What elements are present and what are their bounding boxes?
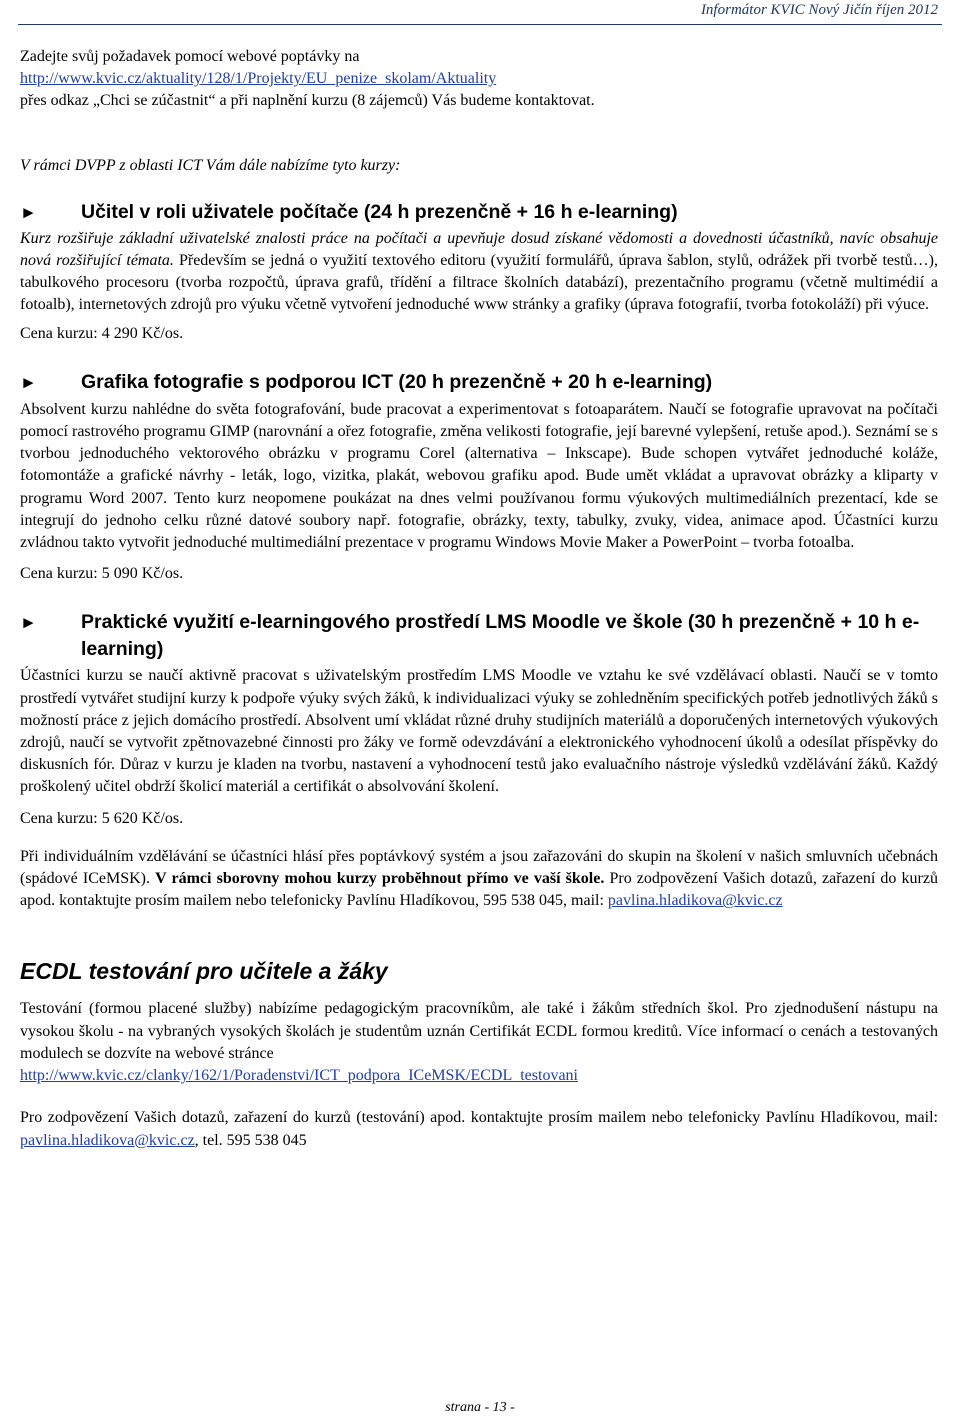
course-title: [20, 199, 938, 226]
individual-text: Pro zodpovězení Vašich dotazů, zařazení do kurzů apod. kontaktujte prosím mailem nebo telefonicky Pavlínu Hladíkovou, 595 538 045, mail:: [20, 870, 938, 910]
individual-training-paragraph: [20, 846, 938, 913]
course-description-italic: Kurz rozšiřuje základní uživatelské znalosti práce na počítači a upevňuje dosud získané vědomosti a dovednosti účastníků, navíc obsahuje nová rozšiřující témata.: [20, 229, 938, 270]
ecdl-contact-phone: , tel. 595 538 045: [194, 1131, 307, 1149]
intro-line: přes odkaz „Chci se zúčastnit“ a při naplnění kurzu (8 zájemců) Vás budeme kontaktovat.: [20, 92, 595, 110]
page-header-title: Informátor KVIC Nový Jičín říjen 2012: [700, 2, 938, 18]
course-title: [20, 609, 938, 663]
individual-bold-text: V rámci sborovny mohou kurzy proběhnout přímo ve vaší škole.: [155, 870, 605, 888]
contact-email-link[interactable]: pavlina.hladikova@kvic.cz: [607, 892, 783, 910]
ecdl-info-link[interactable]: http://www.kvic.cz/clanky/162/1/Poradenstvi/ICT_podpora_ICeMSK/ECDL_testovani: [20, 1067, 578, 1085]
individual-text: Při individuálním vzdělávání se účastníci hlásí přes poptávkový systém a jsou zařazováni do skupin na školení v našich smluvních učebnách (spádové ICeMSK).: [20, 847, 938, 888]
course-title-text: Praktické využití e-learningového prostředí LMS Moodle ve škole (30 h prezenčně + 10 h e-learning): [81, 611, 920, 661]
ecdl-heading: ECDL testování pro učitele a žáky: [20, 958, 388, 985]
header-divider: [18, 24, 942, 25]
course-title-text: Grafika fotografie s podporou ICT (20 h prezenčně + 20 h e-learning): [81, 370, 713, 393]
courses-lead: V rámci DVPP z oblasti ICT Vám dále nabízíme tyto kurzy:: [20, 156, 401, 174]
course-price: Cena kurzu: 4 290 Kč/os.: [20, 324, 184, 342]
intro-line: Zadejte svůj požadavek pomocí webové poptávky na: [20, 48, 360, 65]
arrow-bullet-icon: ►: [20, 613, 37, 633]
ecdl-contact-email-link[interactable]: pavlina.hladikova@kvic.cz: [20, 1131, 195, 1149]
course-description: Účastníci kurzu se naučí aktivně pracovat s uživatelským prostředím LMS Moodle ve vztahu ke své vzdělávací oblasti. Naučí se v tomto prostředí vytvářet studijní kurzy k podpoře výuky svých žáků, k individualizaci výuky se zohledněním specifických potřeb jednotlivých žáků s možností práce z jejich domácího prostředí. Absolvent umí vkládat různé druhy studijních materiálů a doporučených internetových výukových zdrojů, naučí se vytvořit zpětnovazebné činnosti pro žáky ve formě odevzdávání a elektronického vyhodnocení úkolů a odesílat příspěvky do diskusních fór. Důraz v kurzu je kladen na tvorbu, nastavení a vyhodnocení testů jako evaluačního nástroje výsledků vzdělávání žáků. Každý proškolený učitel obdrží školicí materiál a certifikát o absolvování školení.: [20, 667, 938, 796]
course-title: [20, 369, 938, 396]
course-title-text: Učitel v roli uživatele počítače (24 h prezenčně + 16 h e-learning): [81, 200, 678, 223]
arrow-bullet-icon: ►: [20, 372, 37, 392]
course-description: [20, 228, 938, 317]
ecdl-contact-paragraph: [20, 1107, 938, 1151]
projects-link[interactable]: http://www.kvic.cz/aktuality/128/1/Projekty/EU_penize_skolam/Aktuality: [20, 70, 497, 88]
page-number: strana - 13 -: [445, 1400, 515, 1415]
ecdl-description: Testování (formou placené služby) nabízíme pedagogickým pracovníkům, ale také i žákům středních škol. Pro zjednodušení nástupu na vysokou školu - na vybraných vysokých školách je studentům uznán Certifikát ECDL formou kreditů. Více informací o cenách a testovaných modulech se dozvíte na webové stránce: [20, 1000, 938, 1062]
course-price: Cena kurzu: 5 090 Kč/os.: [20, 565, 184, 583]
arrow-bullet-icon: ►: [20, 202, 37, 222]
course-description-text: Především se jedná o využití textového editoru (využití formulářů, úprava šablon, stylů, odrážek při tvorbě testů…), tabulkového procesoru (tvorba rozpočtů, úprava grafů, třídění a filtrace školních databází), prezentačního programu (včetně multimédií a fotoalb), internetových zdrojů pro výuku včetně vytvoření jednoduché www stránky a grafiky (úprava fotografií, tvorba fotokoláží) při výuce.: [20, 252, 938, 314]
ecdl-contact-text: Pro zodpovězení Vašich dotazů, zařazení do kurzů (testování) apod. kontaktujte prosím mailem nebo telefonicky Pavlínu Hladíkovou, mail:: [20, 1109, 938, 1127]
page-content: [20, 46, 938, 1152]
course-price: Cena kurzu: 5 620 Kč/os.: [20, 809, 184, 827]
course-description: Absolvent kurzu nahlédne do světa fotografování, bude pracovat a experimentovat s fotoaparátem. Naučí se fotografie upravovat na počítači pomocí rastrového programu GIMP (narovnání a ořez fotografie, změna velikosti fotografie, její barevné vylepšení, retuše apod.). Seznámí se s tvorbou jednoduchého vektorového obrázku v programu Corel (alternativa – Inkscape). Bude schopen vytvářet jednoduché koláže, fotomontáže a grafické návrhy - leták, logo, vizitka, plakát, webovou grafiku apod. Bude umět vkládat a upravovat obrázky a kliparty v programu Word 2007. Tento kurz neopomene poukázat na dnes velmi používanou formu výukových multimediálních prezentací, kde se integrují do jednoho celku různé datové soubory např. fotografie, obrázky, texty, tabulky, zvuky, videa, animace apod. Účastníci kurzu zvládnou takto vytvořit jednoduché multimediální prezentace v programu Windows Movie Maker a PowerPoint – tvorba fotoalba.: [20, 400, 938, 552]
